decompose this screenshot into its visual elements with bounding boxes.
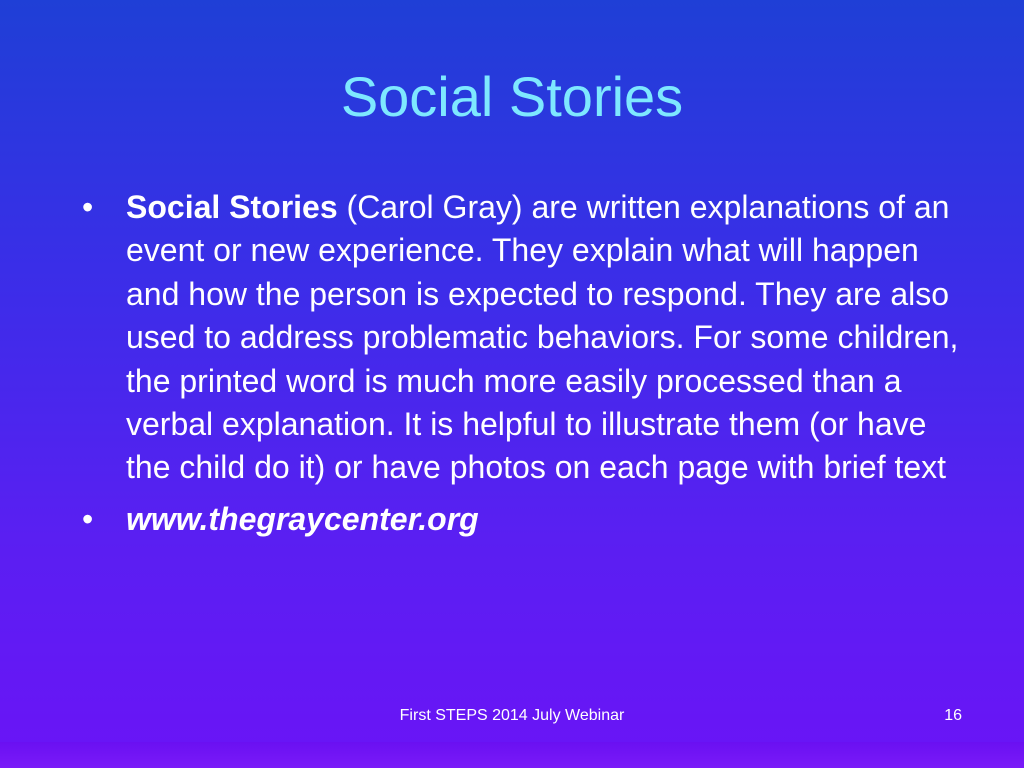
website-link[interactable]: www.thegraycenter.org: [126, 500, 479, 537]
bullet-item-website: [82, 498, 962, 541]
bullet-text: (Carol Gray) are written explanations of an event or new experience. They explain what will happen and how the person is expected to respond. They are also used to address problematic behaviors. For some children, the printed word is much more easily processed than a verbal explanation. It is helpful to illustrate them (or have the child do it) or have photos on each page with brief text: [126, 189, 959, 486]
footer-text: First STEPS 2014 July Webinar: [399, 707, 625, 724]
slide-title: Social Stories: [340, 65, 684, 128]
bullet-bold-lead: Social Stories: [126, 189, 338, 225]
bullet-icon: •: [82, 189, 94, 225]
slide-number: 16: [944, 707, 962, 724]
bullet-icon: •: [82, 500, 94, 537]
bullet-item-social-stories: [82, 186, 962, 490]
bottom-band: [0, 742, 1024, 768]
bullet-list: [82, 186, 962, 541]
